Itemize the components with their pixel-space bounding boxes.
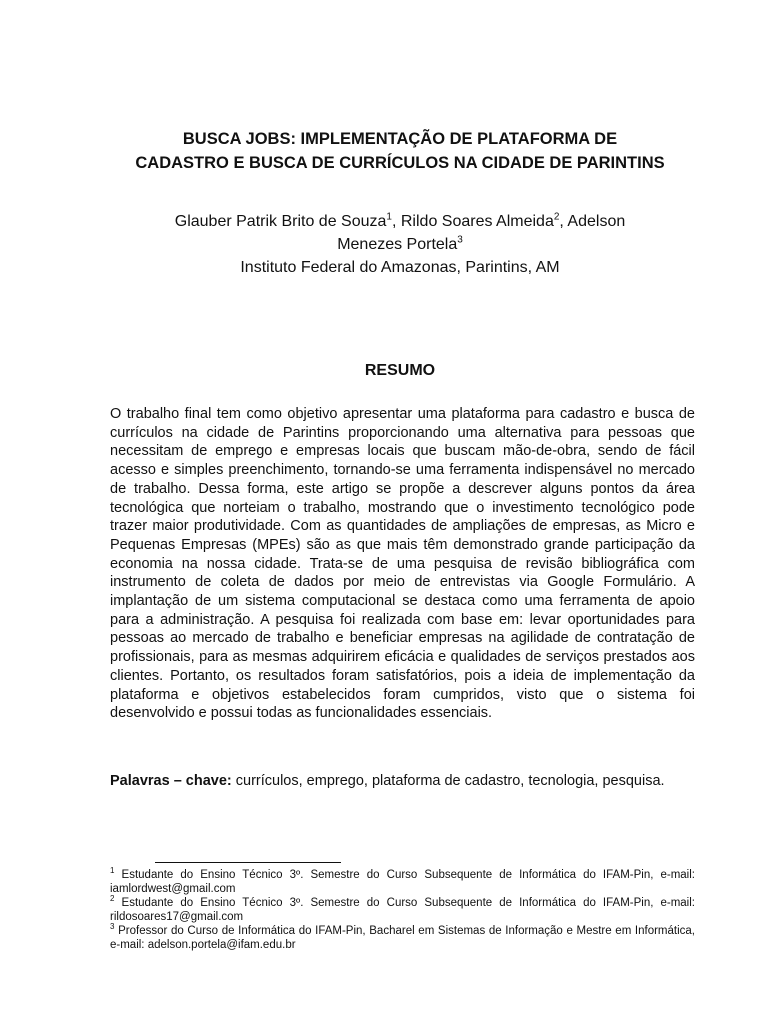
footnote <box>110 924 695 952</box>
footnote-divider <box>155 862 341 863</box>
paper-title-line-2: CADASTRO E BUSCA DE CURRÍCULOS NA CIDADE DE PARINTINS <box>135 154 665 172</box>
footnote-text: Estudante do Ensino Técnico 3º. Semestre do Curso Subsequente de Informática do IFAM-Pin, e-mail: iamlordwest@gmail.com <box>110 869 695 895</box>
footnote-mark: 3 <box>457 234 463 246</box>
author-name: Rildo Soares Almeida <box>400 213 554 230</box>
institution: Instituto Federal do Amazonas, Parintins, AM <box>240 259 560 276</box>
keywords-label: Palavras – chave: <box>110 773 232 789</box>
footnote <box>110 896 695 924</box>
author-line-2 <box>100 233 700 256</box>
author-line-1: Glauber Patrik Brito de Souza$^1$, Rildo Soares Almeida$^2$, Adelson <box>174 211 626 230</box>
abstract-heading: RESUMO <box>364 362 436 379</box>
footnote <box>110 868 695 896</box>
footnote-mark: 1 <box>110 866 115 876</box>
footnote-mark: 1 <box>386 211 392 223</box>
keywords <box>110 772 700 791</box>
footnotes <box>110 868 695 952</box>
author-name: Glauber Patrik Brito de Souza <box>174 213 387 230</box>
footnote-text: Professor do Curso de Informática do IFAM-Pin, Bacharel em Sistemas de Informação e Mestre em Informática, e-mail: adelson.portela@ifam.edu.br <box>110 925 695 951</box>
footnote-mark: 2 <box>110 894 115 904</box>
paper-title <box>100 127 700 175</box>
abstract-text: O trabalho final tem como objetivo apresentar uma plataforma para cadastro e busca de currículos na cidade de Parintins proporcionando uma alternativa para pessoas que necessitam de emprego e empresas locais que buscam mão-de-obra, sendo de fácil acesso e simples preenchimento, tornando-se uma ferramenta indispensável no mercado de trabalho. Dessa forma, este artigo se propõe a descrever alguns pontos da área tecnológica que norteiam o trabalho, mostrando que o investimento tecnológico pode trazer maior produtividade. Com as quantidades de ampliações de empresas, as Micro e Pequenas Empresas (MPEs) são as que mais têm demonstrado grande participação da economia na nossa cidade. Trata-se de uma pesquisa de revisão bibliográfica com instrumento de coleta de dados por meio de entrevistas via Google Formulário. A implantação de um sistema computacional se destaca como uma ferramenta de apoio para a administração. A pesquisa foi realizada com base em: levar oportunidades para pessoas ao mercado de trabalho e beneficiar empresas na agilidade de contratação de profissionais, para as mesmas adquirirem eficácia e qualidades de serviços prestados aos clientes. Portanto, os resultados foram satisfatórios, pois a ideia de implementação da plataforma e objetivos estabelecidos foram cumpridos, visto que o sistema foi desenvolvido e possui todas as funcionalidades essenciais. <box>110 406 695 722</box>
author-name: Adelson <box>567 213 626 230</box>
footnote-mark: 2 <box>553 211 560 223</box>
author-block <box>100 210 700 279</box>
footnote-text: Estudante do Ensino Técnico 3º. Semestre do Curso Subsequente de Informática do IFAM-Pin, e-mail: rildosoares17@gmail.com <box>110 897 695 923</box>
paper-title-line-1: BUSCA JOBS: IMPLEMENTAÇÃO DE PLATAFORMA DE <box>182 130 618 148</box>
footnote-mark: 3 <box>110 922 115 932</box>
author-name: Menezes Portela <box>337 236 458 253</box>
keywords-text: currículos, emprego, plataforma de cadastro, tecnologia, pesquisa. <box>235 773 665 789</box>
